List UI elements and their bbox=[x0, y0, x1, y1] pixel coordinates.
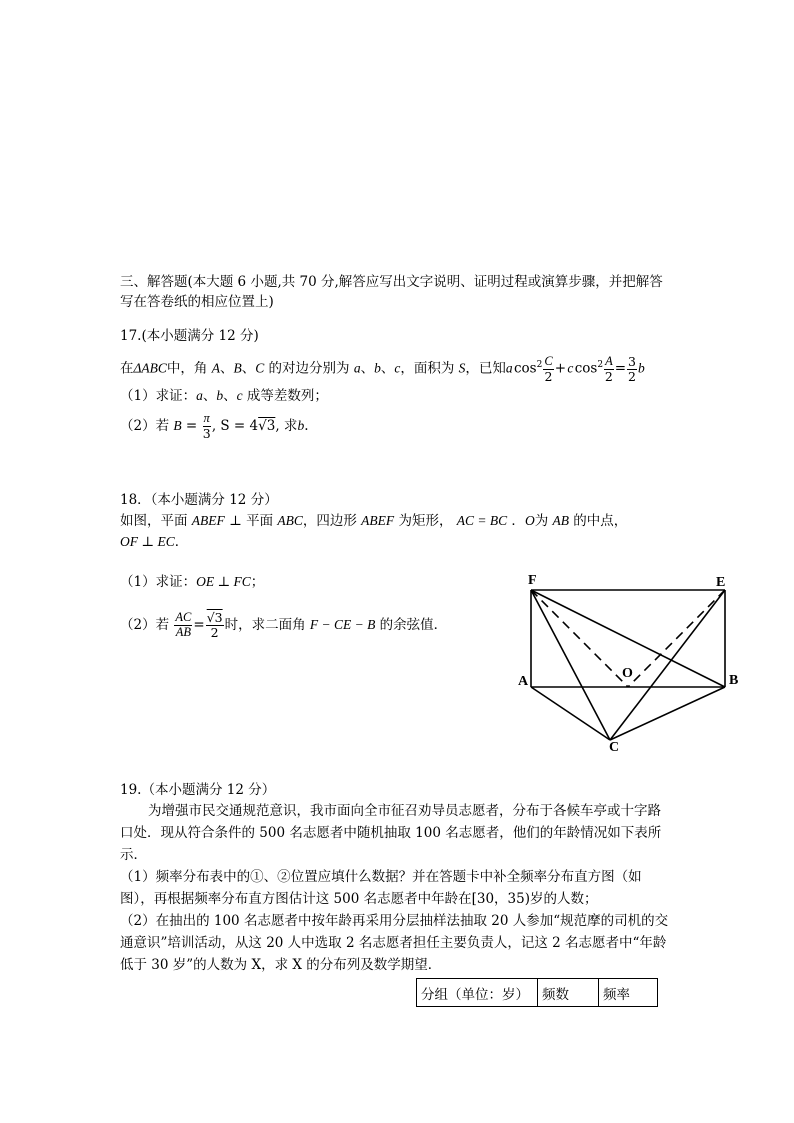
q18-stem-line1: 如图，平面 ABEF ⊥ 平面 ABC，四边形 ABEF 为矩形， AC = BC ．O为 AB 的中点， bbox=[120, 513, 628, 529]
edge-EC bbox=[610, 590, 725, 740]
label-O: O bbox=[622, 666, 633, 681]
q18-part1: （1）求证：OE ⊥ FC； bbox=[120, 574, 265, 590]
table-header-group: 分组（单位：岁） bbox=[417, 979, 538, 1007]
q19-paragraph-2: 口处．现从符合条件的 500 名志愿者中随机抽取 100 名志愿者，他们的年龄情况如下表所 bbox=[120, 825, 662, 841]
q19-part2-line2: 通意识”培训活动，从这 20 人中选取 2 名志愿者担任主要负责人，记这 2 名志愿者中“年龄 bbox=[120, 935, 667, 951]
section-header-line2: 写在答卷纸的相应位置上) bbox=[120, 294, 274, 310]
geometry-figure bbox=[510, 565, 750, 760]
table-header-frequency: 频率 bbox=[599, 979, 658, 1007]
q18-part2: （2）若 $\frac{AC}{AB}$ = $\frac{√3}{2}$ 时，求二面角 F − CE − B 的余弦值． bbox=[120, 610, 448, 640]
edge-FC bbox=[531, 590, 610, 740]
table-header-row bbox=[417, 979, 658, 1007]
q18-stem-line2: OF ⊥ EC． bbox=[120, 534, 189, 550]
q17-stem: 在ΔABC中，角 A、B、C 的对边分别为 a、b、c，面积为 S，已知a $\cos^2$ $\frac{C}{2}$ + c $\cos^2$ $\frac{A}{2}$ = $\frac{3}{2}$ b bbox=[120, 353, 645, 384]
label-C: C bbox=[609, 740, 620, 755]
q19-part1-line1: （1）频率分布表中的①、②位置应填什么数据？并在答题卡中补全频率分布直方图（如 bbox=[120, 869, 642, 885]
label-F: F bbox=[528, 573, 537, 588]
table-header-count: 频数 bbox=[538, 979, 599, 1007]
q19-number: 19.（本小题满分 12 分） bbox=[120, 782, 276, 798]
edge-AC bbox=[531, 687, 610, 740]
edge-BC bbox=[610, 687, 725, 740]
edge-EO bbox=[628, 590, 725, 687]
q19-part2-line1: （2）在抽出的 100 名志愿者中按年龄再采用分层抽样法抽取 20 人参加“规范摩的司机的交 bbox=[120, 913, 669, 929]
edge-FO bbox=[531, 590, 628, 687]
q17-part2: （2）若 B = $\frac{\pi}{3}$ , S = 4√3, 求b. bbox=[120, 411, 309, 441]
label-E: E bbox=[716, 575, 726, 590]
q19-part2-line3: 低于 30 岁”的人数为 X，求 X 的分布列及数学期望． bbox=[120, 957, 442, 973]
section-header-line1: 三、解答题(本大题 6 小题,共 70 分,解答应写出文字说明、证明过程或演算步骤，并把解答 bbox=[120, 274, 663, 290]
q19-paragraph-3: 示． bbox=[120, 847, 147, 863]
label-B: B bbox=[729, 673, 739, 688]
label-A: A bbox=[518, 674, 529, 689]
frequency-table bbox=[416, 978, 658, 1007]
q19-paragraph-1: 为增强市民交通规范意识，我市面向全市征召劝导员志愿者，分布于各候车亭或十字路 bbox=[148, 803, 661, 819]
q17-number: 17.(本小题满分 12 分) bbox=[120, 328, 259, 344]
q18-number: 18．（本小题满分 12 分） bbox=[120, 492, 278, 508]
q17-part1: （1）求证：a、b、c 成等差数列； bbox=[120, 388, 328, 404]
q19-part1-line2: 图），再根据频率分布直方图估计这 500 名志愿者中年龄在[30，35)岁的人数； bbox=[120, 891, 598, 907]
